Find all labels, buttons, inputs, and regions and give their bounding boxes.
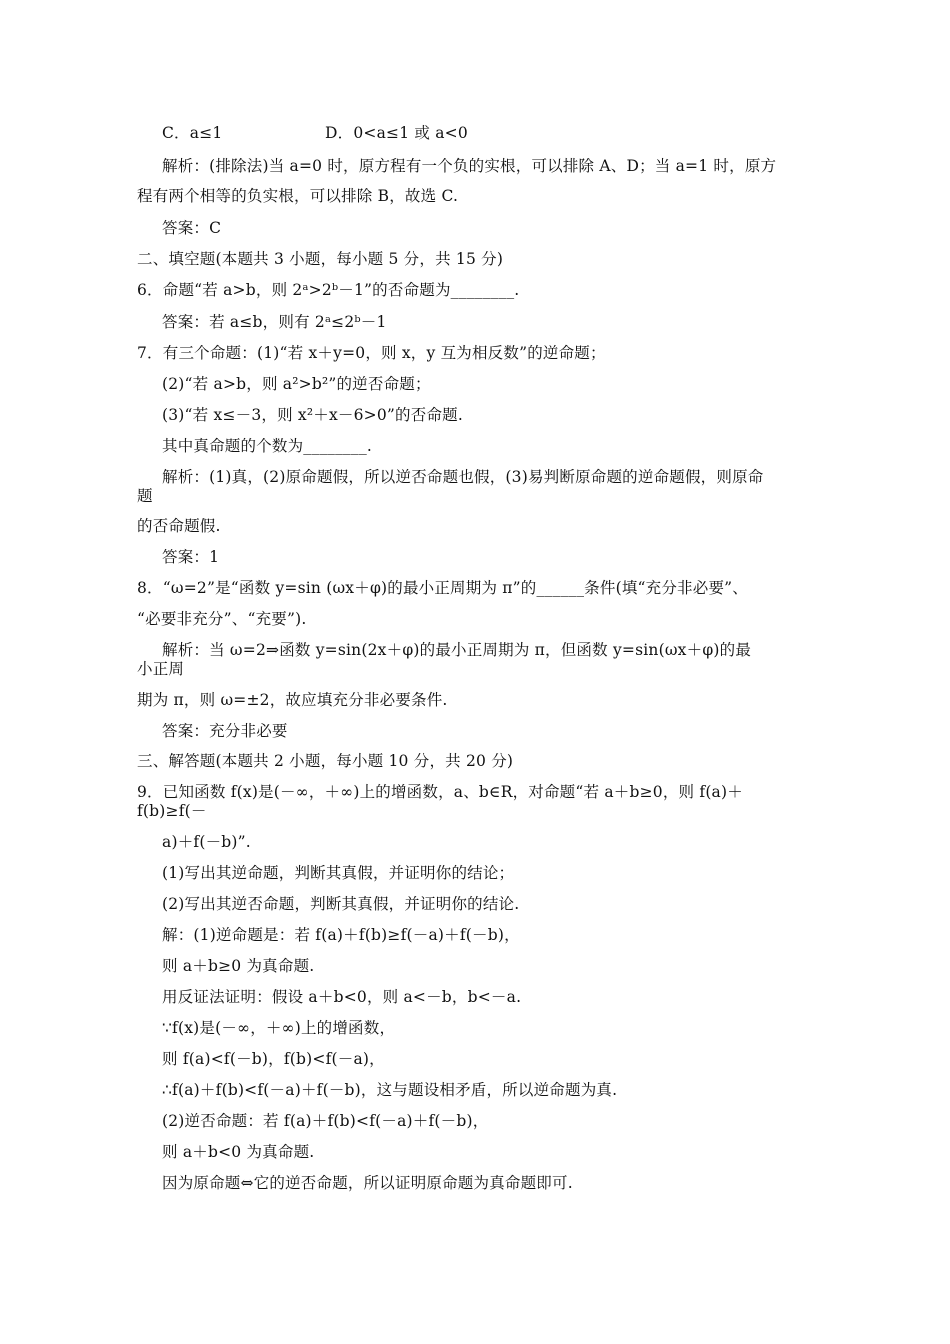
solution-line: 解：(1)逆命题是：若 f(a)＋f(b)≥f(－a)＋f(－b)，: [162, 926, 520, 944]
answer-line: 答案：1: [162, 548, 220, 566]
question-line: (2)“若 a>b，则 a²>b²”的逆否命题；: [162, 375, 431, 393]
solution-line: 则 f(a)<f(－b)，f(b)<f(－a)，: [162, 1050, 385, 1068]
solution-line: (2)逆否命题：若 f(a)＋f(b)<f(－a)＋f(－b)，: [162, 1112, 489, 1130]
solution-line: ∵f(x)是(－∞，＋∞)上的增函数，: [162, 1019, 396, 1037]
answer-line: 答案：C: [162, 219, 222, 237]
answer-line: 答案：充分非必要: [162, 722, 288, 740]
solution-line: ∴f(a)＋f(b)<f(－a)＋f(－b)，这与题设相矛盾，所以逆命题为真.: [162, 1081, 618, 1099]
question-line: f(b)≥f(－: [137, 802, 207, 820]
analysis-line: 的否命题假.: [137, 517, 221, 535]
question-line: 6．命题“若 a>b，则 2ᵃ>2ᵇ－1”的否命题为________.: [137, 281, 520, 299]
question-line: a)＋f(－b)”.: [162, 833, 251, 851]
answer-line: 答案：若 a≤b，则有 2ᵃ≤2ᵇ－1: [162, 313, 387, 331]
solution-line: 则 a＋b≥0 为真命题.: [162, 957, 315, 975]
analysis-line: 解析：当 ω=2⇒函数 y=sin(2x＋φ)的最小正周期为 π，但函数 y=sin(ωx＋φ)的最: [162, 641, 752, 659]
section-heading: 三、解答题(本题共 2 小题，每小题 10 分，共 20 分): [137, 752, 514, 770]
solution-line: 因为原命题⇔它的逆否命题，所以证明原命题为真命题即可.: [162, 1174, 573, 1192]
analysis-line: 解析：(1)真，(2)原命题假，所以逆否命题也假，(3)易判断原命题的逆命题假，则原命: [162, 468, 764, 486]
question-line: 9．已知函数 f(x)是(－∞，＋∞)上的增函数，a、b∈R，对命题“若 a＋b≥0，则 f(a)＋: [137, 783, 743, 801]
analysis-line: 题: [137, 487, 153, 505]
analysis-line: 解析：(排除法)当 a=0 时，原方程有一个负的实根，可以排除 A、D；当 a=1 时，原方: [162, 157, 777, 175]
analysis-line: 小正周: [137, 660, 185, 678]
analysis-line: 期为 π，则 ω=±2，故应填充分非必要条件.: [137, 691, 448, 709]
section-heading: 二、填空题(本题共 3 小题，每小题 5 分，共 15 分): [137, 250, 504, 268]
question-line: (3)“若 x≤－3，则 x²＋x－6>0”的否命题.: [162, 406, 463, 424]
question-line: 7．有三个命题：(1)“若 x＋y=0，则 x，y 互为相反数”的逆命题；: [137, 344, 606, 362]
question-line: (2)写出其逆否命题，判断其真假，并证明你的结论.: [162, 895, 520, 913]
question-line: 8．“ω=2”是“函数 y=sin (ωx＋φ)的最小正周期为 π”的______条件(填“充分非必要”、: [137, 579, 748, 597]
analysis-line: 程有两个相等的负实根，可以排除 B，故选 C.: [137, 187, 459, 205]
option-line: C．a≤1 D．0<a≤1 或 a<0: [162, 124, 468, 142]
question-line: 其中真命题的个数为________.: [162, 437, 373, 455]
solution-line: 用反证法证明：假设 a＋b<0，则 a<－b，b<－a.: [162, 988, 522, 1006]
question-line: “必要非充分”、“充要”).: [137, 610, 307, 628]
question-line: (1)写出其逆命题，判断其真假，并证明你的结论；: [162, 864, 515, 882]
solution-line: 则 a＋b<0 为真命题.: [162, 1143, 315, 1161]
